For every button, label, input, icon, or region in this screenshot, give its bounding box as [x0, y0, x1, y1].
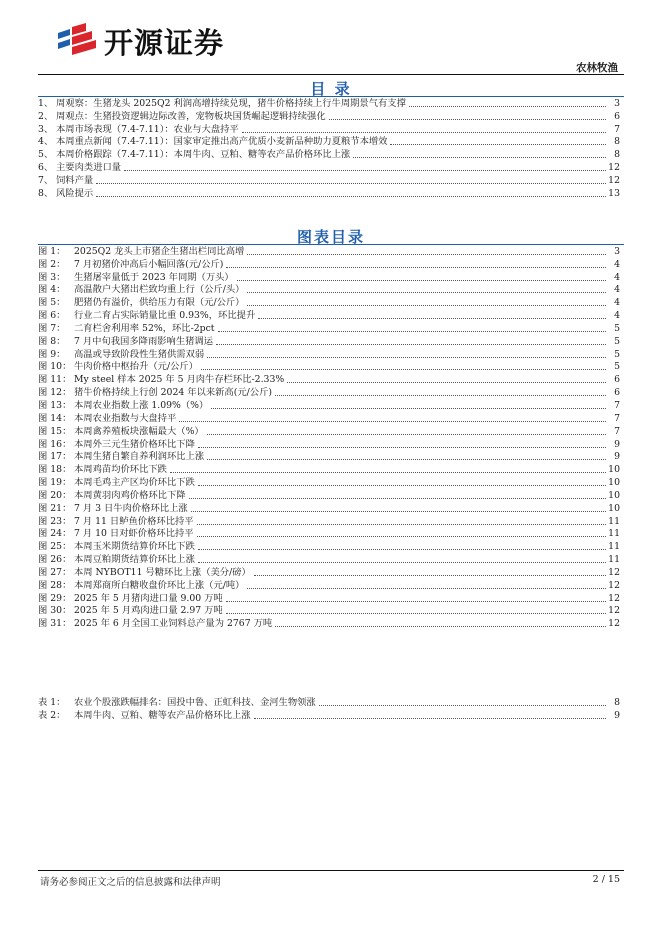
dot-leader	[179, 421, 606, 422]
dot-leader	[275, 626, 606, 627]
figure-entry-text: 二育栏舍利用率 52%，环比-2pct	[74, 322, 215, 334]
figure-entry-label: 图 27：	[38, 566, 72, 578]
figure-entry[interactable]	[38, 412, 620, 425]
dot-leader	[409, 106, 606, 107]
figure-entry-label: 图 6：	[38, 310, 66, 322]
toc-entry-label: 8、	[38, 187, 54, 199]
table-entry[interactable]	[38, 696, 620, 709]
figure-entry-text: 本周禽养殖板块涨幅最大（%）	[74, 425, 204, 437]
dot-leader	[207, 434, 606, 435]
figure-entry[interactable]	[38, 476, 620, 489]
figure-entry-label: 图 2：	[38, 258, 66, 270]
dot-leader	[226, 601, 606, 602]
figure-entry[interactable]	[38, 451, 620, 464]
dot-leader	[198, 562, 606, 563]
figure-entry[interactable]	[38, 245, 620, 258]
figure-entry-page: 6	[614, 374, 620, 386]
dot-leader	[254, 718, 606, 719]
figure-entry-label: 图 11：	[38, 374, 72, 386]
figure-entry-text: 2025Q2 龙头上市猪企生猪出栏同比高增	[74, 245, 245, 257]
dot-leader	[96, 183, 606, 184]
dot-leader	[353, 157, 606, 158]
figure-entry-label: 图 1：	[38, 245, 66, 257]
table-entry-page: 9	[614, 709, 620, 721]
figure-entry-label: 图 21：	[38, 502, 72, 514]
toc-entry-label: 4、	[38, 136, 54, 148]
toc-entry[interactable]	[38, 110, 620, 123]
figure-entry-label: 图 18：	[38, 464, 72, 476]
toc-entry-text: 周观点：生猪投资逻辑边际改善，宠物板块国货崛起逻辑持续强化	[56, 110, 326, 122]
figure-entry-text: 肥猪仍有溢价，供给压力有限（元/公斤）	[74, 297, 245, 309]
dot-leader	[198, 549, 606, 550]
footer-divider	[38, 870, 624, 871]
footer-disclaimer: 请务必参阅正文之后的信息披露和法律声明	[40, 877, 221, 888]
figure-entry-page: 10	[608, 464, 620, 476]
toc-entry[interactable]	[38, 187, 620, 200]
figure-entry-label: 图 24：	[38, 528, 72, 540]
dot-leader	[198, 447, 606, 448]
figure-entry-text: 猪牛价格持续上行创 2024 年以来新高(元/公斤)	[74, 387, 273, 399]
figure-entry[interactable]	[38, 605, 620, 618]
table-entry-label: 表 1：	[38, 696, 66, 708]
tables-list	[38, 696, 620, 722]
toc-entry[interactable]	[38, 123, 620, 136]
toc-title: 目 录	[310, 80, 352, 98]
dot-leader	[198, 485, 606, 486]
figure-entry[interactable]	[38, 296, 620, 309]
figure-entry-page: 5	[614, 361, 620, 373]
figure-entry-label: 图 16：	[38, 438, 72, 450]
figure-entry-page: 7	[614, 399, 620, 411]
dot-leader	[124, 170, 606, 171]
figure-entry-page: 12	[608, 579, 620, 591]
figure-entry-page: 10	[608, 477, 620, 489]
toc-entry-label: 5、	[38, 149, 54, 161]
figure-entry-text: 本周 NYBOT11 号糖环比上涨（美分/磅）	[74, 566, 251, 578]
figure-entry-label: 图 31：	[38, 618, 72, 630]
toc-entry-label: 1、	[38, 97, 54, 109]
figure-entry[interactable]	[38, 335, 620, 348]
dot-leader	[211, 408, 606, 409]
figure-entry-label: 图 29：	[38, 592, 72, 604]
dot-leader	[242, 132, 606, 133]
dot-leader	[226, 613, 606, 614]
figure-entry-label: 图 23：	[38, 515, 72, 527]
figure-entry[interactable]	[38, 528, 620, 541]
figure-entry-text: 本周郑商所白糖收盘价环比上涨（元/吨）	[74, 579, 245, 591]
figure-entry[interactable]	[38, 284, 620, 297]
figure-entry-label: 图 7：	[38, 322, 66, 334]
figure-entry[interactable]	[38, 489, 620, 502]
figure-entry-page: 10	[608, 502, 620, 514]
figure-entry-page: 7	[614, 412, 620, 424]
figure-entry-text: 生猪屠宰量低于 2023 年同期（万头）	[74, 271, 234, 283]
figure-entry[interactable]	[38, 566, 620, 579]
dot-leader	[207, 459, 606, 460]
figure-entry-page: 12	[608, 566, 620, 578]
toc-entry-text: 周观察：生猪龙头 2025Q2 利润高增持续兑现，猪牛价格持续上行牛周期景气有支撑	[56, 97, 406, 109]
figure-entry-text: 7 月中旬我国多降雨影响生猪调运	[74, 335, 214, 347]
figure-entry-text: 本周外三元生猪价格环比下降	[74, 438, 195, 450]
toc-list	[38, 97, 620, 200]
dot-leader	[189, 498, 606, 499]
figure-entry-page: 12	[608, 605, 620, 617]
figures-list	[38, 245, 620, 630]
dot-leader	[216, 344, 606, 345]
figure-entry-label: 图 19：	[38, 477, 72, 489]
figure-entry-page: 4	[614, 297, 620, 309]
figure-entry[interactable]	[38, 463, 620, 476]
table-entry[interactable]	[38, 709, 620, 722]
figure-entry[interactable]	[38, 540, 620, 553]
company-logo	[56, 20, 224, 62]
toc-entry-label: 2、	[38, 110, 54, 122]
header-divider	[38, 74, 624, 75]
figure-entry-label: 图 10：	[38, 361, 72, 373]
figure-entry[interactable]	[38, 322, 620, 335]
table-entry-label: 表 2：	[38, 709, 66, 721]
figure-entry-text: 本周玉米期货结算价环比下跌	[74, 541, 195, 553]
figure-entry-text: 本周鸡苗均价环比下跌	[74, 464, 167, 476]
toc-entry-page: 7	[614, 123, 620, 135]
dot-leader	[191, 511, 606, 512]
figure-entry-text: 本周毛鸡主产区均价环比下跌	[74, 477, 195, 489]
figure-entry-label: 图 3：	[38, 271, 66, 283]
dot-leader	[96, 196, 606, 197]
figure-entry-text: 本周生猪自繁自养利润环比上涨	[74, 451, 205, 463]
figure-entry-label: 图 5：	[38, 297, 66, 309]
dot-leader	[329, 119, 606, 120]
figure-entry-page: 4	[614, 284, 620, 296]
figure-entry[interactable]	[38, 553, 620, 566]
figure-entry-page: 9	[614, 451, 620, 463]
dot-leader	[197, 536, 606, 537]
figure-entry-label: 图 4：	[38, 284, 66, 296]
figure-entry-page: 10	[608, 489, 620, 501]
dot-leader	[247, 588, 606, 589]
toc-entry-text: 本周市场表现（7.4-7.11）：农业与大盘持平	[56, 123, 239, 135]
figure-entry-text: 本周黄羽肉鸡价格环比下降	[74, 489, 186, 501]
figure-entry[interactable]	[38, 271, 620, 284]
figure-entry[interactable]	[38, 515, 620, 528]
figure-entry-page: 9	[614, 438, 620, 450]
toc-entry-page: 8	[614, 136, 620, 148]
dot-leader	[226, 267, 606, 268]
figure-entry-page: 3	[614, 245, 620, 257]
figure-entry-page: 12	[608, 618, 620, 630]
table-entry-text: 农业个股涨跌幅排名：国投中鲁、正虹科技、金河生物领涨	[74, 696, 316, 708]
dot-leader	[390, 144, 606, 145]
dot-leader	[258, 318, 606, 319]
dot-leader	[254, 575, 606, 576]
figure-entry[interactable]	[38, 425, 620, 438]
toc-entry-label: 7、	[38, 174, 54, 186]
figure-entry-page: 4	[614, 310, 620, 322]
dot-leader	[247, 254, 606, 255]
toc-entry-text: 本周价格跟踪（7.4-7.11）：本周牛肉、豆粕、糖等农产品价格环比上涨	[56, 149, 351, 161]
figure-entry-text: 高温或导致阶段性生猪供需双弱	[74, 348, 205, 360]
figure-entry[interactable]	[38, 592, 620, 605]
figure-entry-page: 7	[614, 425, 620, 437]
toc-entry-text: 本周重点新闻（7.4-7.11）：国家审定推出高产优质小麦新品种助力夏粮节本增效	[56, 136, 388, 148]
figure-entry-page: 5	[614, 322, 620, 334]
toc-entry-text: 主要肉类进口量	[56, 162, 122, 174]
figure-entry-page: 11	[608, 515, 620, 527]
toc-entry[interactable]	[38, 136, 620, 149]
figure-entry-label: 图 25：	[38, 541, 72, 553]
figure-entry-text: My steel 样本 2025 年 5 月肉牛存栏环比-2.33%	[74, 374, 285, 386]
figure-entry-label: 图 26：	[38, 554, 72, 566]
dot-leader	[247, 305, 606, 306]
figure-entry-page: 5	[614, 335, 620, 347]
figure-entry-page: 11	[608, 554, 620, 566]
figure-entry-text: 本周农业指数上涨 1.09%（%）	[74, 399, 209, 411]
dot-leader	[170, 472, 606, 473]
figure-entry-text: 7 月 11 日鲈鱼价格环比持平	[74, 515, 194, 527]
dot-leader	[287, 382, 606, 383]
figure-entry-label: 图 8：	[38, 335, 66, 347]
figure-entry-label: 图 17：	[38, 451, 72, 463]
figure-entry-text: 7 月 3 日牛肉价格环比上涨	[74, 502, 188, 514]
figure-entry[interactable]	[38, 309, 620, 322]
figure-entry-text: 7 月初猪价冲高后小幅回落(元/公斤)	[74, 258, 224, 270]
figure-entry[interactable]	[38, 502, 620, 515]
toc-entry-page: 3	[614, 97, 620, 109]
sector-label: 农林牧渔	[576, 62, 618, 74]
toc-entry[interactable]	[38, 161, 620, 174]
figure-entry-label: 图 9：	[38, 348, 66, 360]
figure-entry[interactable]	[38, 617, 620, 630]
figure-entry[interactable]	[38, 399, 620, 412]
dot-leader	[319, 705, 606, 706]
figure-entry-text: 本周农业指数与大盘持平	[74, 412, 177, 424]
figure-entry[interactable]	[38, 579, 620, 592]
figure-entry-text: 2025 年 5 月猪肉进口量 9.00 万吨	[74, 592, 223, 604]
figure-entry-label: 图 28：	[38, 579, 72, 591]
toc-entry[interactable]	[38, 97, 620, 110]
figure-entry-label: 图 15：	[38, 425, 72, 437]
toc-entry-text: 风险提示	[56, 187, 94, 199]
figure-entry-page: 11	[608, 541, 620, 553]
logo-mark-icon	[56, 23, 98, 59]
figure-entry-page: 11	[608, 528, 620, 540]
toc-entry-text: 饲料产量	[56, 174, 94, 186]
figure-entry-text: 牛肉价格中枢抬升（元/公斤）	[74, 361, 198, 373]
figure-entry-text: 本周豆粕期货结算价环比上涨	[74, 554, 195, 566]
figure-entry[interactable]	[38, 348, 620, 361]
figures-title: 图表目录	[296, 228, 365, 246]
figure-entry-label: 图 20：	[38, 489, 72, 501]
figure-entry[interactable]	[38, 361, 620, 374]
dot-leader	[201, 369, 606, 370]
figure-entry-text: 2025 年 5 月鸡肉进口量 2.97 万吨	[74, 605, 223, 617]
toc-entry-page: 12	[608, 162, 620, 174]
figure-entry[interactable]	[38, 258, 620, 271]
table-entry-text: 本周牛肉、豆粕、糖等农产品价格环比上涨	[74, 709, 251, 721]
brand-name: 开源证券	[104, 25, 225, 60]
dot-leader	[218, 331, 606, 332]
toc-entry[interactable]	[38, 174, 620, 187]
figure-entry-page: 5	[614, 348, 620, 360]
figure-entry-text: 高温散户大猪出栏致均重上行（公斤/头）	[74, 284, 245, 296]
toc-entry-label: 6、	[38, 162, 54, 174]
figure-entry[interactable]	[38, 373, 620, 386]
dot-leader	[197, 524, 606, 525]
dot-leader	[275, 395, 606, 396]
dot-leader	[247, 292, 606, 293]
toc-entry-page: 12	[608, 174, 620, 186]
figure-entry-page: 6	[614, 387, 620, 399]
figure-entry-page: 4	[614, 271, 620, 283]
figure-entry-page: 4	[614, 258, 620, 270]
figure-entry-label: 图 12：	[38, 387, 72, 399]
figure-entry-page: 12	[608, 592, 620, 604]
toc-entry-page: 8	[614, 149, 620, 161]
table-entry-page: 8	[614, 696, 620, 708]
dot-leader	[237, 280, 606, 281]
figure-entry-label: 图 30：	[38, 605, 72, 617]
toc-entry-page: 13	[608, 187, 620, 199]
toc-entry[interactable]	[38, 148, 620, 161]
page-indicator: 2 / 15	[592, 874, 620, 885]
toc-entry-page: 6	[614, 110, 620, 122]
toc-entry-label: 3、	[38, 123, 54, 135]
dot-leader	[207, 357, 606, 358]
figure-entry[interactable]	[38, 386, 620, 399]
figure-entry-text: 7 月 10 日对虾价格环比持平	[74, 528, 194, 540]
figure-entry[interactable]	[38, 438, 620, 451]
figure-entry-text: 2025 年 6 月全国工业饲料总产量为 2767 万吨	[74, 618, 273, 630]
figure-entry-text: 行业二育占实际销量比重 0.93%，环比提升	[74, 310, 256, 322]
figure-entry-label: 图 14：	[38, 412, 72, 424]
figure-entry-label: 图 13：	[38, 399, 72, 411]
